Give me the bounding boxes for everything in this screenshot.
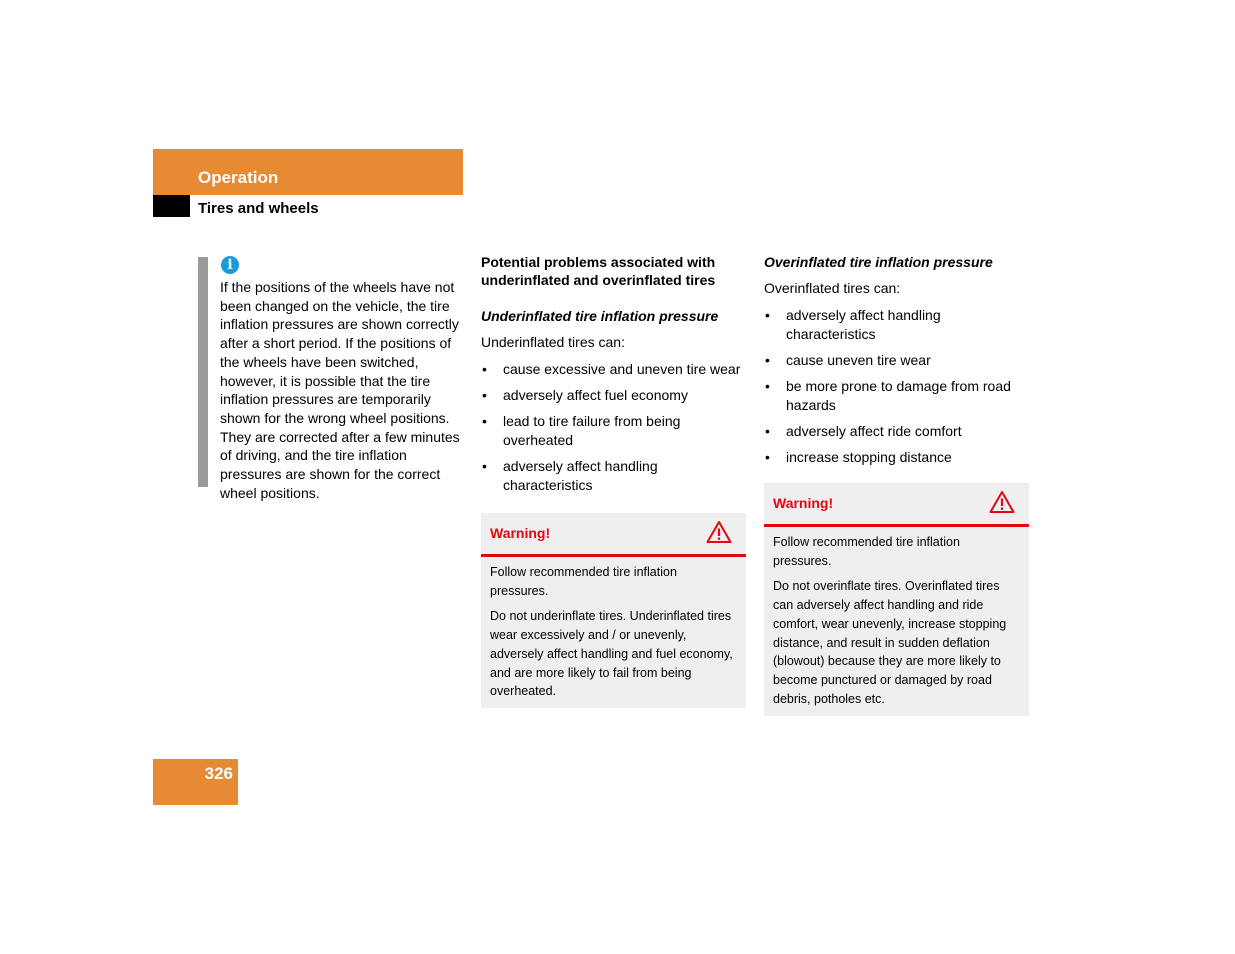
warning-header — [481, 513, 746, 557]
subsection-marker — [153, 195, 190, 217]
problems-heading: Potential problems associated with underinflated and overinflated tires — [481, 254, 716, 288]
underinflated-list — [481, 360, 747, 495]
info-icon: i — [221, 256, 239, 274]
underinflated-intro: Underinflated tires can: — [481, 334, 625, 350]
section-title: Operation — [198, 168, 279, 187]
list-item: • adversely affect handling characteristics — [481, 457, 747, 495]
subsection-title: Tires and wheels — [198, 200, 319, 217]
warning-body — [764, 527, 1029, 716]
list-item: • be more prone to damage from road hazards — [764, 377, 1030, 415]
warning-body — [481, 557, 746, 708]
overinflated-warning-box — [764, 483, 1029, 716]
underinflated-heading: Underinflated tire inflation pressure — [481, 308, 719, 324]
note-text: If the positions of the wheels have not been changed on the vehicle, the tire inflation pressures are shown correctly after a short period. If the positions of the wheels have been switched, however, it is possible that the tire inflation pressures are temporarily shown for the wrong wheel positions. They are corrected after a few minutes of driving, and the tire inflation pressures are shown for the correct wheel positions. — [220, 279, 460, 501]
warning-header — [764, 483, 1029, 527]
note-bar — [198, 257, 208, 487]
list-item: • cause uneven tire wear — [764, 351, 1030, 370]
warning-text: Follow recommended tire inflation pressures. — [490, 565, 677, 598]
warning-text: Do not overinflate tires. Overinflated tires can adversely affect handling and ride comfort, wear unevenly, increase stopping distance, and result in sudden deflation (blowout) because they are more likely to become punctured or damaged by road debris, potholes etc. — [773, 578, 1007, 707]
underinflated-column — [481, 253, 747, 502]
warning-text: Follow recommended tire inflation pressures. — [773, 535, 960, 568]
list-item: • adversely affect handling characteristics — [764, 306, 1030, 344]
warning-text: Do not underinflate tires. Underinflated tires wear excessively and / or unevenly, adversely affect handling and fuel economy, and are more likely to fail from being overheated. — [490, 608, 733, 699]
overinflated-list — [764, 306, 1030, 467]
page-number: 326 — [204, 764, 233, 783]
list-item: • cause excessive and uneven tire wear — [481, 360, 747, 379]
overinflated-column — [764, 253, 1030, 474]
list-item: • adversely affect ride comfort — [764, 422, 1030, 441]
list-item: • adversely affect fuel economy — [481, 386, 747, 405]
warning-title: Warning! — [773, 495, 834, 511]
warning-triangle-icon — [706, 520, 732, 544]
warning-triangle-icon — [989, 490, 1015, 514]
underinflated-warning-box — [481, 513, 746, 708]
list-item: • lead to tire failure from being overheated — [481, 412, 747, 450]
warning-title: Warning! — [490, 525, 551, 541]
overinflated-heading: Overinflated tire inflation pressure — [764, 254, 993, 270]
overinflated-intro: Overinflated tires can: — [764, 280, 901, 296]
list-item: • increase stopping distance — [764, 448, 1030, 467]
